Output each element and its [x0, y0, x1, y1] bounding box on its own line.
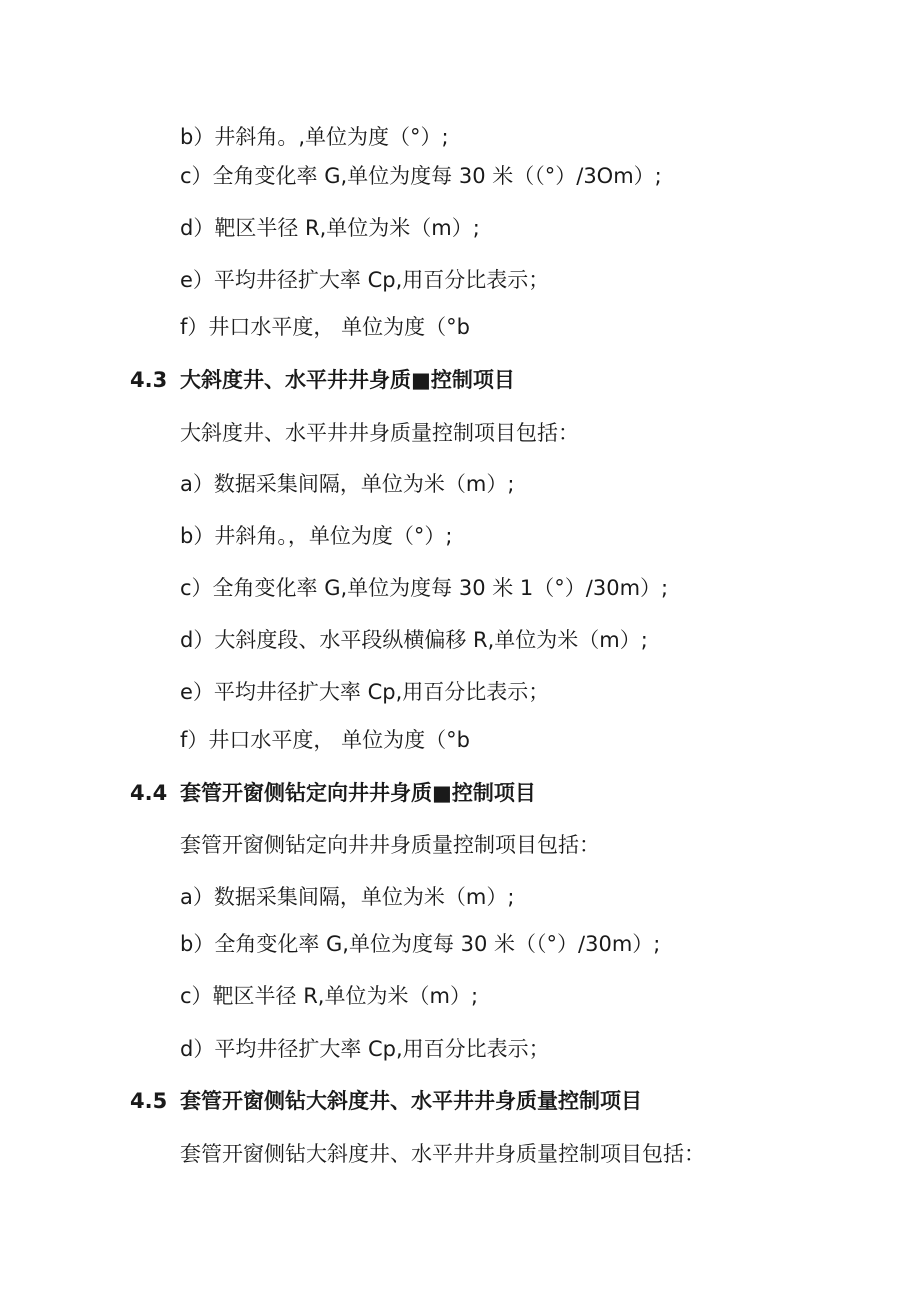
section-title: 套管开窗侧钻大斜度井、水平井井身质量控制项目 — [180, 1089, 642, 1113]
list-item: b）全角变化率 G,单位为度每 30 米（（°）∕30m）; — [180, 932, 661, 956]
section-number: 4.4 — [130, 781, 168, 805]
section-heading — [130, 366, 515, 394]
paragraph: 套管开窗侧钻大斜度井、水平井井身质量控制项目包括： — [180, 1142, 705, 1166]
list-item: e）平均井径扩大率 Cp,用百分比表示； — [180, 268, 550, 292]
list-item: a）数据采集间隔，单位为米（m）; — [180, 885, 515, 909]
list-item: f）井口水平度， 单位为度（°b — [180, 315, 470, 339]
list-item: b）井斜角。，单位为度（°）; — [180, 524, 453, 548]
section-number: 4.5 — [130, 1089, 168, 1113]
section-heading — [130, 779, 536, 807]
section-heading — [130, 1087, 642, 1115]
section-number: 4.3 — [130, 368, 168, 392]
paragraph: 套管开窗侧钻定向井井身质量控制项目包括： — [180, 833, 600, 857]
section-title: 大斜度井、水平井井身质■控制项目 — [180, 368, 515, 392]
list-item: d）大斜度段、水平段纵横偏移 R,单位为米（m）; — [180, 628, 648, 652]
list-item: d）平均井径扩大率 Cp,用百分比表示； — [180, 1037, 550, 1061]
paragraph: 大斜度井、水平井井身质量控制项目包括： — [180, 421, 579, 445]
list-item: d）靶区半径 R,单位为米（m）; — [180, 216, 480, 240]
list-item: a）数据采集间隔，单位为米（m）; — [180, 472, 515, 496]
list-item: e）平均井径扩大率 Cp,用百分比表示； — [180, 680, 550, 704]
section-title: 套管开窗侧钻定向井井身质■控制项目 — [180, 781, 536, 805]
list-item: b）井斜角。,单位为度（°）; — [180, 125, 449, 149]
list-item: c）全角变化率 G,单位为度每 30 米 1（°）∕30m）; — [180, 576, 669, 600]
list-item: c）全角变化率 G,单位为度每 30 米（（°）/3Om）; — [180, 164, 662, 188]
list-item: f）井口水平度， 单位为度（°b — [180, 728, 470, 752]
list-item: c）靶区半径 R,单位为米（m）; — [180, 984, 479, 1008]
